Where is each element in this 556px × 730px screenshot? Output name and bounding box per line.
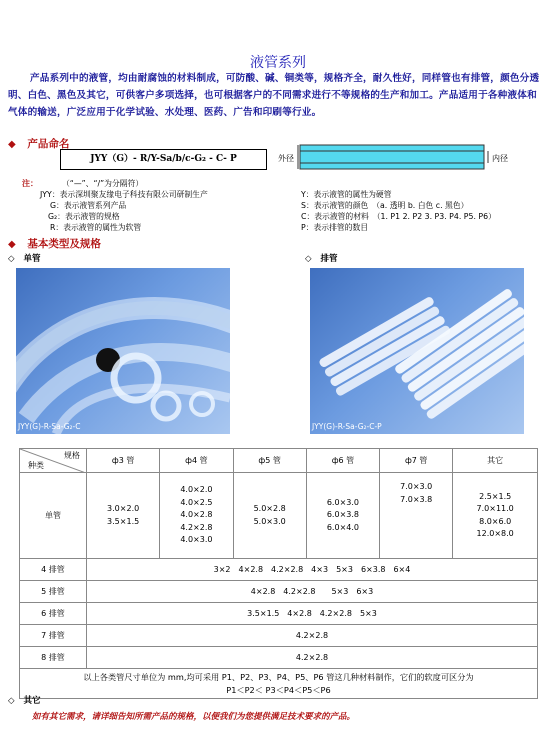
hollow-diamond-icon: ◇ xyxy=(8,254,15,264)
hollow-diamond-icon: ◇ xyxy=(305,254,312,264)
row-value: 3.5×1.5 4×2.8 4.2×2.8 5×3 xyxy=(87,603,538,625)
header-cell: ф3 管 xyxy=(87,449,160,473)
cell-value: 4.0×2.8 xyxy=(180,510,213,520)
multi-tube-label xyxy=(305,252,338,264)
naming-heading-text: 产品命名 xyxy=(27,138,70,150)
row-label: 8 排管 xyxy=(20,647,87,669)
header-cell: ф4 管 xyxy=(160,449,233,473)
outer-diameter-label: 外径 xyxy=(278,154,294,163)
right-notes xyxy=(301,189,551,233)
row-label: 4 排管 xyxy=(20,559,87,581)
row-label: 5 排管 xyxy=(20,581,87,603)
multi-tube-caption: JYY(G)-R-Sa-G₂-C-P xyxy=(312,422,382,431)
note-s: S：表示液管的颜色 （a. 透明 b. 白色 c. 黑色） xyxy=(301,201,469,210)
header-cell: 其它 xyxy=(453,449,538,473)
other-heading-text: 其它 xyxy=(23,696,41,706)
header-cell: ф5 管 xyxy=(233,449,306,473)
types-heading xyxy=(8,236,101,251)
note-jyy: JYY：表示深圳聚友缘电子科技有限公司研制生产 xyxy=(40,190,208,199)
row-label: 单管 xyxy=(20,473,87,559)
header-cell: ф6 管 xyxy=(306,449,379,473)
table-note xyxy=(20,669,538,699)
table-row-single xyxy=(20,473,538,559)
single-tube-label-text: 单管 xyxy=(23,254,41,264)
types-heading-text: 基本类型及规格 xyxy=(27,238,101,250)
cell-value: 7.0×3.8 xyxy=(400,494,433,504)
multi-tube-label-text: 排管 xyxy=(320,254,338,264)
table-cell xyxy=(453,473,538,559)
diamond-bullet-icon: ◆ xyxy=(8,139,16,150)
note-y: Y：表示液管的属性为硬管 xyxy=(301,190,392,199)
table-cell xyxy=(160,473,233,559)
spec-table xyxy=(19,448,538,699)
multi-tube-illustration xyxy=(310,268,524,434)
cell-value: 2.5×1.5 xyxy=(479,491,512,501)
single-tube-caption: JYY(G)-R-Sa-G₂-C xyxy=(18,422,81,431)
cell-value: 6.0×3.8 xyxy=(326,510,359,520)
cell-value: 4.2×2.8 xyxy=(180,522,213,532)
table-row xyxy=(20,647,538,669)
single-tube-label xyxy=(8,252,41,264)
table-note-row xyxy=(20,669,538,699)
row-value: 4.2×2.8 xyxy=(87,625,538,647)
naming-code-box: JYY（G）- R/Y-Sa/b/c-G₂ - C- P xyxy=(60,149,267,170)
note-g2: G₂：表示液管的规格 xyxy=(48,212,120,221)
row-label: 7 排管 xyxy=(20,625,87,647)
cell-value: 3.0×2.0 xyxy=(107,504,140,513)
other-heading xyxy=(8,694,41,706)
cell-value: 7.0×3.0 xyxy=(400,482,433,491)
page-title: 液管系列 xyxy=(250,55,306,71)
cell-value: 6.0×3.0 xyxy=(326,497,359,507)
table-row xyxy=(20,581,538,603)
cell-value: 4.0×3.0 xyxy=(180,535,213,545)
cell-value: 3.5×1.5 xyxy=(107,516,140,526)
cell-value: 4.0×2.5 xyxy=(180,497,213,507)
single-tube-illustration xyxy=(16,268,230,434)
intro-paragraph: 产品系列中的液管，均由耐腐蚀的材料制成，可防酸、碱、铜类等，规格齐全，耐久性好，同样管也有排管，颜色分透明、白色、黑色及其它，可供客户多项选择，也可根据客户的不同需求进行不等规格的生产和加工。产品适用于各种液体和气体的输送，广泛应用于化学试验、水处理、医药、广告和印刷等行业。 xyxy=(8,73,540,118)
note-r: R：表示液管的属性为软管 xyxy=(50,223,142,232)
single-tube-photo xyxy=(16,268,230,434)
other-text: 如有其它需求，请详细告知所需产品的规格，以便我们为您提供满足技术要求的产品。 xyxy=(32,712,356,722)
corner-cell xyxy=(20,449,87,473)
separator-note: （“—”、“/”为分隔符） xyxy=(62,179,144,188)
table-cell xyxy=(233,473,306,559)
tube-diagram xyxy=(278,143,518,171)
inner-diameter-label: 内径 xyxy=(492,154,508,163)
row-value: 4.2×2.8 xyxy=(87,647,538,669)
cell-value: 4.0×2.0 xyxy=(180,485,213,495)
note-c: C：表示液管的材料 （1. P1 2. P2 3. P3. P4. P5. P6） xyxy=(301,212,496,221)
table-note-line-1: 以上各类管尺寸单位为 mm,均可采用 P1、P2、P3、P4、P5、P6 管这几种材料制作，它们的软度可区分为 xyxy=(83,671,474,682)
row-value: 4×2.8 4.2×2.8 5×3 6×3 xyxy=(87,581,538,603)
table-row xyxy=(20,603,538,625)
left-notes xyxy=(40,189,290,233)
table-header-row xyxy=(20,449,538,473)
header-cell: ф7 管 xyxy=(380,449,453,473)
corner-top-label: 规格 xyxy=(64,451,80,460)
table-row xyxy=(20,625,538,647)
table-row xyxy=(20,559,538,581)
multi-tube-photo xyxy=(310,268,524,434)
note-g: G：表示液管系列产品 xyxy=(50,201,127,210)
cell-value: 5.0×3.0 xyxy=(253,516,286,526)
diamond-bullet-icon: ◆ xyxy=(8,239,16,250)
table-cell xyxy=(380,473,453,559)
row-label: 6 排管 xyxy=(20,603,87,625)
cell-value: 5.0×2.8 xyxy=(253,504,286,513)
row-value: 3×2 4×2.8 4.2×2.8 4×3 5×3 6×3.8 6×4 xyxy=(87,559,538,581)
cell-value: 6.0×4.0 xyxy=(326,522,359,532)
table-cell xyxy=(306,473,379,559)
table-cell xyxy=(87,473,160,559)
hollow-diamond-icon: ◇ xyxy=(8,696,15,706)
cell-value: 7.0×11.0 xyxy=(476,504,514,513)
tube-body xyxy=(300,145,484,169)
cell-value: 8.0×6.0 xyxy=(479,516,512,526)
cell-value: 12.0×8.0 xyxy=(476,529,514,538)
corner-bottom-label: 种类 xyxy=(28,461,44,470)
note-p: P：表示排管的数目 xyxy=(301,223,369,232)
table-note-line-2: P1＜P2＜ P3＜P4＜P5＜P6 xyxy=(226,684,331,695)
note-label: 注： xyxy=(22,178,38,188)
